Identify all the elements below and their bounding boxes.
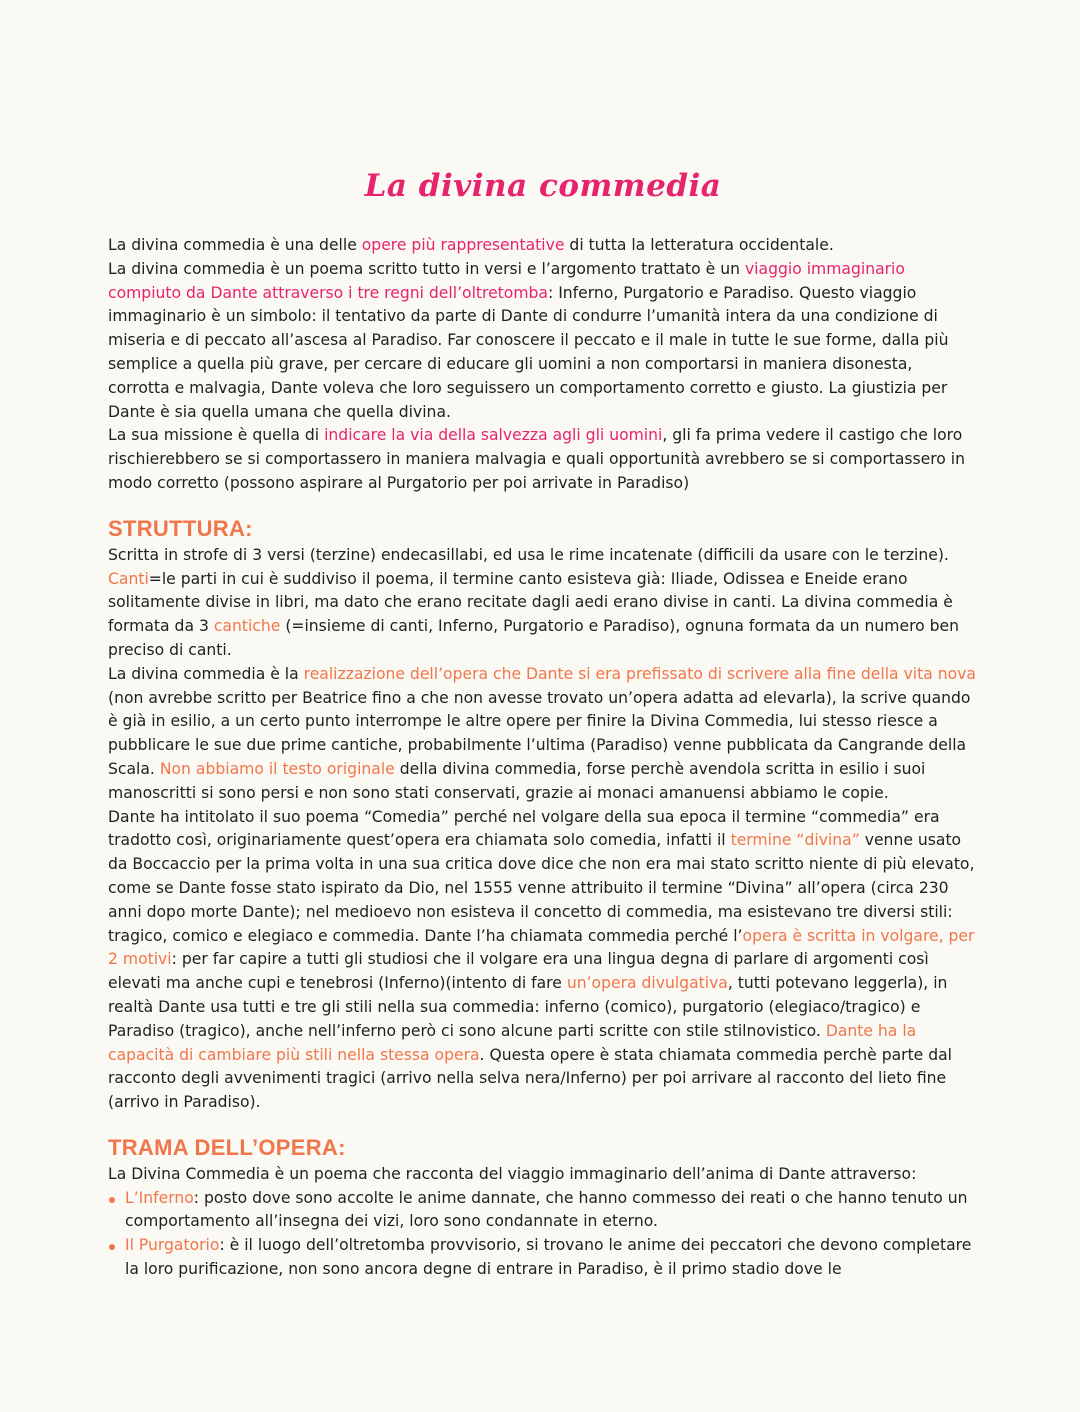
highlight: viaggio immaginario compiuto da Dante attraverso i tre regni dell’oltretomba bbox=[108, 259, 905, 302]
list-item: L’Inferno: posto dove sono accolte le anime dannate, che hanno commesso dei reati o che hanno tenuto un comportamento all’insegna dei vizi, loro sono condannate in eterno. bbox=[108, 1187, 978, 1235]
highlight: termine “divina” bbox=[730, 831, 860, 850]
bullet-icon bbox=[109, 1197, 115, 1203]
list-item: Il Purgatorio: è il luogo dell’oltretomba provvisorio, si trovano le anime dei peccatori che devono completare la loro purificazione, non sono ancora degne di entrare in Paradiso, è il primo stadio dove le bbox=[108, 1234, 978, 1282]
highlight: Non abbiamo il testo originale bbox=[159, 759, 395, 778]
bullet-icon bbox=[109, 1244, 115, 1250]
section-heading-trama: TRAMA DELL’OPERA: bbox=[108, 1134, 346, 1160]
intro-paragraph-2: La divina commedia è un poema scritto tutto in versi e l’argomento trattato è un viaggio immaginario compiuto da Dante attraverso i tre regni dell’oltretomba: Inferno, Purgatorio e Paradiso. Questo viaggio immaginario è un simbolo: il tentativo da parte di Dante di condurre l’umanità intera da una condizione di miseria e di peccato all’ascesa al Paradiso. Far conoscere il peccato e il male in tutte le sue forme, dalla più semplice a quella più grave, per cercare di educare gli uomini a non comportarsi in maniera disonesta, corrotta e malvagia, Dante voleva che loro seguissero un comportamento corretto e giusto. La giustizia per Dante è sia quella umana che quella divina. bbox=[108, 259, 949, 421]
struttura-paragraph-3: La divina commedia è la realizzazione dell’opera che Dante si era prefissato di scrivere alla fine della vita nova (non avrebbe scritto per Beatrice fino a che non avesse trovato un’opera adatta ad elevarla), la scrive quando è già in esilio, a un certo punto interrompe le altre opere per finire la Divina Commedia, lui stesso riesce a pubblicare le sue due prime cantiche, probabilmente l’ultima (Paradiso) venne pubblicata da Cangrande della Scala. Non abbiamo il testo originale della divina commedia, forse perchè avendola scritta in esilio i suoi manoscritti si sono persi e non sono stati conservati, grazie ai monaci amanuensi abbiamo le copie. bbox=[108, 664, 976, 802]
struttura-paragraph-4: Dante ha intitolato il suo poema “Comedia” perché nel volgare della sua epoca il termine “commedia” era tradotto così, originariamente quest’opera era chiamata solo comedia, infatti il termine “divina” venne usato da Boccaccio per la prima volta in una sua critica dove dice che non era mai stato scritto niente di più elevato, come se Dante fosse stato ispirato da Dio, nel 1555 venne attribuito il termine “Divina” all’opera (circa 230 anni dopo morte Dante); nel medioevo non esisteva il concetto di commedia, ma esistevano tre diversi stili: tragico, comico e elegiaco e commedia. Dante l’ha chiamata commedia perché l’opera è scritta in volgare, per 2 motivi: per far capire a tutti gli studiosi che il volgare era una lingua degna di parlare di argomenti così elevati ma anche cupi e tenebrosi (Inferno)(intento di fare un’opera divulgativa, tutti potevano leggerla), in realtà Dante usa tutti e tre gli stili nella sua commedia: inferno (comico), purgatorio (elegiaco/tragico) e Paradiso (tragico), anche nell’inferno però ci sono alcune parti scritte con stile stilnovistico. Dante ha la capacità di cambiare più stili nella stessa opera. Questa opere è stata chiamata commedia perchè parte dal racconto degli avvenimenti tragici (arrivo nella selva nera/Inferno) per poi arrivare al racconto del lieto fine (arrivo in Paradiso). bbox=[108, 807, 975, 1112]
highlight: Canti bbox=[108, 569, 149, 588]
highlight: opere più rappresentative bbox=[361, 236, 565, 254]
struttura-paragraph-2: Canti=le parti in cui è suddiviso il poema, il termine canto esisteva già: Iliade, Odissea e Eneide erano solitamente divise in libri, ma dato che erano recitate dagli aedi erano divise in canti. La divina commedia è formata da 3 cantiche (=insieme di canti, Inferno, Purgatorio e Paradiso), ognuna formata da un numero ben preciso di canti. bbox=[108, 569, 960, 659]
intro-section bbox=[108, 234, 978, 496]
struttura-section bbox=[108, 516, 978, 1115]
section-heading-struttura: STRUTTURA: bbox=[108, 515, 253, 541]
highlight: cantiche bbox=[213, 617, 281, 636]
highlight: Dante ha la capacità di cambiare più stili nella stessa opera bbox=[108, 1021, 917, 1064]
struttura-paragraph-1: Scritta in strofe di 3 versi (terzine) endecasillabi, ed usa le rime incatenate (difficili da usare con le terzine). bbox=[108, 545, 949, 564]
highlight: Il Purgatorio bbox=[125, 1236, 220, 1255]
highlight: un’opera divulgativa bbox=[566, 974, 728, 993]
highlight: indicare la via della salvezza agli gli uomini bbox=[324, 426, 663, 445]
document-page bbox=[108, 168, 978, 1282]
page-title: La divina commedia bbox=[364, 168, 722, 204]
highlight: opera è scritta in volgare, per 2 motivi bbox=[108, 926, 975, 969]
highlight: realizzazione dell’opera che Dante si era prefissato di scrivere alla fine della vita nova bbox=[303, 664, 976, 683]
trama-list bbox=[108, 1187, 978, 1282]
highlight: L’Inferno bbox=[125, 1188, 194, 1207]
intro-paragraph-3: La sua missione è quella di indicare la via della salvezza agli gli uomini, gli fa prima vedere il castigo che loro rischierebbero se si comportassero in maniera malvagia e quali opportunità avrebbero se si comportassero in modo corretto (possono aspirare al Purgatorio per poi arrivate in Paradiso) bbox=[108, 426, 966, 492]
trama-section bbox=[108, 1135, 978, 1282]
trama-intro: La Divina Commedia è un poema che racconta del viaggio immaginario dell’anima di Dante attraverso: bbox=[108, 1164, 917, 1183]
intro-paragraph-1: La divina commedia è una delle opere più rappresentative di tutta la letteratura occidentale. bbox=[108, 236, 834, 254]
